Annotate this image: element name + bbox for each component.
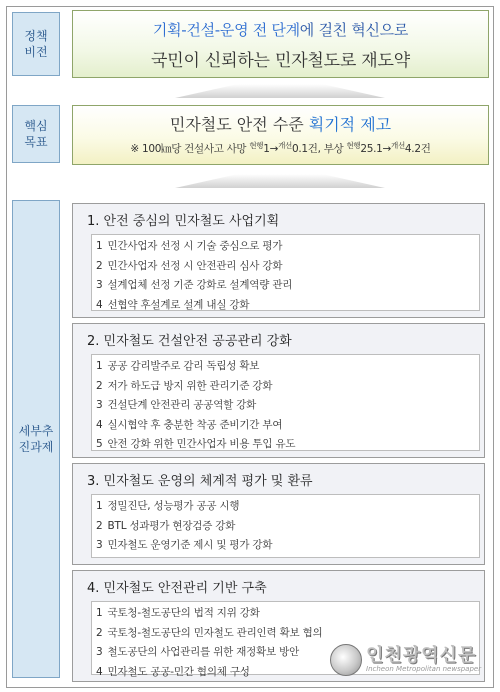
- item-text: 선협약 후설계로 설계 내실 강화: [107, 298, 250, 311]
- tasks-label: [12, 200, 60, 678]
- list-item: [96, 517, 479, 537]
- list-item: [96, 276, 479, 296]
- list-item: [96, 237, 479, 257]
- list-item: [96, 416, 479, 436]
- list-item: [96, 435, 479, 455]
- list-item: [96, 536, 479, 556]
- item-text: 민간사업자 선정 시 안전관리 심사 강화: [107, 259, 283, 272]
- goal-note-sup: 현행: [346, 141, 361, 150]
- item-text: BTL 성과평가 현장검증 강화: [107, 519, 236, 532]
- goal-label-line: 목표: [24, 135, 48, 149]
- tasks-label-line: 세부추: [18, 423, 54, 438]
- item-number: 4: [96, 665, 103, 678]
- vision-highlight: 기획-건설-운영 전 단계: [152, 21, 300, 39]
- section-title: 4. 민자철도 안전관리 기반 구축: [87, 581, 267, 596]
- watermark-korean: 인천광역신문: [366, 644, 477, 666]
- item-number: 3: [96, 399, 103, 411]
- item-number: 2: [96, 626, 103, 639]
- item-number: 1: [96, 607, 103, 619]
- newspaper-logo-icon: [330, 644, 362, 676]
- item-text: 안전 강화 위한 민간사업자 비용 투입 유도: [107, 438, 296, 450]
- goal-note-sup: 개선: [278, 141, 292, 150]
- section-title: 1. 안전 중심의 민자철도 사업기획: [87, 214, 280, 229]
- goal-title-text: 민자철도 안전 수준: [169, 115, 309, 134]
- goal-note-value: 25.1→: [360, 143, 392, 155]
- item-number: 4: [96, 418, 103, 431]
- vision-label-line: 비전: [24, 45, 48, 59]
- section-title: 3. 민자철도 운영의 체계적 평가 및 환류: [87, 474, 313, 489]
- goal-label: [12, 105, 60, 163]
- item-number: 3: [96, 279, 103, 291]
- item-text: 민자철도 공공-민간 협의체 구성: [107, 665, 250, 678]
- item-text: 정밀진단, 성능평가 공공 시행: [107, 500, 240, 512]
- item-text: 실시협약 후 충분한 착공 준비기간 부여: [107, 418, 283, 431]
- item-number: 2: [96, 379, 103, 392]
- item-number: 1: [96, 500, 103, 512]
- goal-note-sup: 현행: [249, 141, 264, 150]
- item-number: 3: [96, 539, 103, 551]
- list-item: [96, 357, 479, 377]
- section-item-list: [91, 494, 480, 558]
- section-item-list: [91, 234, 480, 311]
- vision-label-line: 정책: [24, 28, 48, 43]
- list-item: [96, 377, 479, 397]
- item-number: 2: [96, 259, 103, 272]
- item-text: 철도공단의 사업관리를 위한 재정확보 방안: [107, 646, 300, 658]
- item-number: 4: [96, 298, 103, 311]
- list-item: [96, 257, 479, 277]
- watermark-english: Incheon Metropolitan newspaper: [366, 664, 482, 673]
- goal-note-value: 0.1건, 부상: [291, 143, 347, 155]
- goal-label-line: 핵심: [24, 118, 48, 133]
- item-number: 2: [96, 519, 103, 532]
- vision-line-1: [73, 19, 488, 40]
- goal-note-prefix: ※ 100㎞당 건설사고 사망: [130, 143, 250, 155]
- item-number: 1: [96, 240, 103, 252]
- goal-note: [73, 140, 488, 156]
- goal-note-value: 4.2건: [404, 143, 431, 155]
- item-text: 국토청-철도공단의 법적 지위 강화: [107, 607, 260, 619]
- list-item: [96, 497, 479, 517]
- task-section-1: [72, 203, 485, 318]
- list-item: [96, 396, 479, 416]
- item-number: 3: [96, 646, 103, 658]
- vision-line-2: 국민이 신뢰하는 민자철도로 재도약: [151, 51, 410, 71]
- item-text: 민간사업자 선정 시 기술 중심으로 평가: [107, 240, 283, 252]
- list-item: [96, 296, 479, 316]
- goal-title-highlight: 획기적 제고: [308, 115, 392, 134]
- list-item: [96, 604, 479, 624]
- goal-title: [73, 112, 488, 135]
- item-text: 국토청-철도공단의 민자철도 관리인력 확보 협의: [107, 626, 323, 639]
- watermark-text: [366, 644, 482, 673]
- item-text: 건설단계 안전관리 공공역할 강화: [107, 399, 257, 411]
- goal-note-value: 1→: [263, 143, 279, 155]
- goal-note-sup: 개선: [391, 141, 405, 150]
- section-title: 2. 민자철도 건설안전 공공관리 강화: [87, 334, 292, 349]
- task-section-3: [72, 463, 485, 565]
- newspaper-watermark: [330, 638, 488, 682]
- item-number: 1: [96, 360, 103, 372]
- task-section-2: [72, 323, 485, 458]
- vision-line-1-rest: 에 걸친 혁신으로: [299, 21, 409, 39]
- vision-box: [72, 10, 489, 78]
- item-text: 공공 감리발주로 감리 독립성 확보: [107, 360, 260, 372]
- item-text: 설계업체 선정 기준 강화로 설계역량 관리: [107, 279, 293, 291]
- goal-box: [72, 105, 489, 165]
- item-number: 5: [96, 438, 103, 450]
- vision-label: [12, 12, 60, 76]
- item-text: 민자철도 운영기준 제시 및 평가 강화: [107, 539, 273, 551]
- section-item-list: [91, 354, 480, 451]
- item-text: 저가 하도급 방지 위한 관리기준 강화: [107, 379, 273, 392]
- tasks-label-line: 진과제: [18, 440, 54, 454]
